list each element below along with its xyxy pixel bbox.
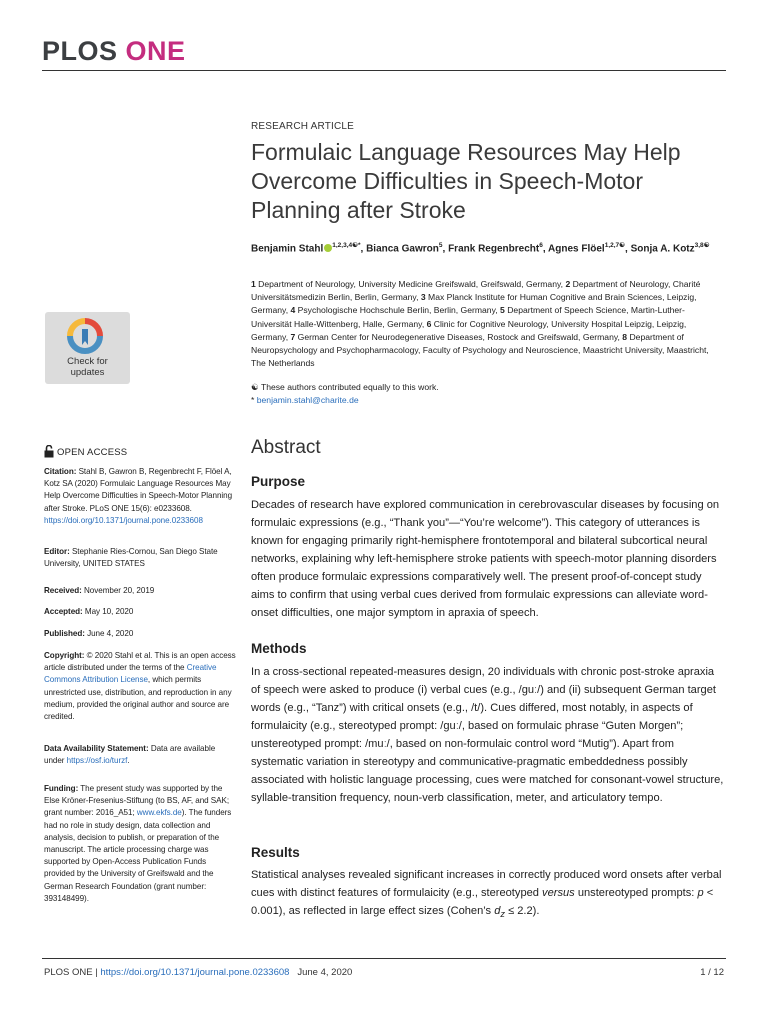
affil-text: Clinic for Cognitive Neurology, University Hospital Leipzig, Leipzig, Germany,	[251, 318, 687, 342]
equal-contribution-icon: ☯	[251, 382, 259, 392]
published-block	[44, 628, 236, 640]
published-date: June 4, 2020	[87, 629, 134, 638]
affil-text: Department of Neuropsychology and Psychopharmacology, Faculty of Psychology and Neuroscience, Maastricht University, Maastricht, The Netherlands	[251, 331, 709, 369]
copyright-text: © 2020 Stahl et al. This is an open access article distributed under the terms of the	[44, 651, 236, 673]
copyright-text-2: , which permits unrestricted use, distribution, and reproduction in any medium, provided the original author and source are credited.	[44, 675, 232, 722]
data-availability-block: Data Availability Statement: Data are available under https://osf.io/turzf.	[44, 744, 216, 766]
author-marks: ☯*	[352, 242, 361, 249]
crossmark-icon	[67, 318, 103, 354]
purpose-paragraph: Decades of research have explored communication in cerebrovascular diseases by focusing on formulaic expressions (e.g., “Thank you”—“You’re welcome”). This category of utterances is known for engaging primarily right-hemisphere frontotemporal and bilateral subcortical neural networks, explaining why left-hemisphere stroke patients with speech-motor planning disorders often produce formulaic expressions comparatively well. The present proof-of-concept study aims to confirm that using verbal cues derived from formulaic expressions can alleviate word-onset difficulties, one major symptom in apraxia of speech.	[251, 499, 720, 619]
affil-num: 8	[622, 331, 628, 342]
author-name[interactable]: Sonja A. Kotz	[630, 243, 695, 255]
copyright-label: Copyright:	[44, 651, 85, 660]
logo-plos: PLOS	[42, 36, 118, 66]
citation-label: Citation:	[44, 467, 77, 476]
results-paragraph	[251, 866, 726, 923]
data-link[interactable]: https://osf.io/turzf	[66, 756, 128, 766]
open-access-text: OPEN ACCESS	[57, 447, 128, 458]
data-availability-text: Data are available under	[44, 744, 216, 766]
methods-heading: Methods	[251, 641, 307, 656]
footer	[44, 967, 352, 978]
funding-link[interactable]: www.ekfs.de	[136, 808, 182, 818]
methods-paragraph: In a cross-sectional repeated-measures design, 20 individuals with chronic post-stroke apraxia of speech were asked to produce (i) verbal cues (e.g., /guː/) and (ii) subsequent German target words (e.g., “Tanz”) with critical onsets (e.g., /t/). Cues differed, most notably, in aspects of formulaicity (e.g., stereotyped prompt: /guː/, based on formulaic phrase “Guten Morgen”; unstereotyped prompt: /muː/, based on non-formulaic control word “Mutig”). Apart from systematic variation in stereotypy and communicative-pragmatic embeddedness possibly associated with holistic language processing, cues were matched for consonant-vowel structure, syllable-transition frequency, noun-verb classification, meter, and articulatory tempo.	[251, 666, 724, 804]
article-type: RESEARCH ARTICLE	[251, 121, 355, 132]
accepted-block	[44, 606, 236, 618]
received-block	[44, 585, 236, 597]
asterisk: *	[251, 395, 255, 405]
funding-label: Funding:	[44, 784, 79, 793]
citation-block	[44, 466, 236, 527]
affil-num: 4	[290, 305, 296, 316]
affil-num: 2	[565, 279, 571, 289]
affil-num: 7	[290, 331, 296, 342]
purpose-heading: Purpose	[251, 474, 306, 489]
results-text-2: unstereotyped prompts:	[577, 887, 695, 899]
check-line1: Check for	[67, 356, 108, 367]
results-p-symbol: p	[697, 887, 704, 899]
affiliation-list	[251, 278, 721, 370]
editor-block	[44, 546, 236, 570]
accepted-date: May 10, 2020	[84, 607, 134, 616]
funding-block	[44, 783, 236, 905]
journal-logo[interactable]	[42, 36, 186, 67]
results-text-1: Statistical analyses revealed significant increases in correctly produced word onsets after verbal cues with distinct features of formulaicity (e.g., stereotyped	[251, 869, 722, 899]
author-name[interactable]: Agnes Flöel	[548, 243, 605, 255]
author-affil-numbers: 1,2,3,4	[332, 242, 353, 249]
abstract-heading: Abstract	[251, 437, 321, 458]
citation-doi-link[interactable]: https://doi.org/10.1371/journal.pone.0233608	[44, 515, 203, 525]
received-label: Received:	[44, 586, 82, 595]
author-name[interactable]: Frank Regenbrecht	[448, 243, 540, 255]
email-link[interactable]: benjamin.stahl@charite.de	[256, 395, 359, 405]
author-affil-numbers: 1,2,7☯	[604, 242, 625, 249]
check-for-updates-label	[45, 356, 130, 378]
affil-num: 3	[420, 292, 426, 303]
open-lock-icon	[44, 445, 54, 458]
article-title: Formulaic Language Resources May Help Overcome Difficulties in Speech-Motor Planning after Stroke	[251, 139, 681, 223]
author-affil-numbers: 5	[438, 242, 443, 249]
affil-text: Department of Neurology, Charité Universitätsmedizin Berlin, Berlin, Germany,	[251, 279, 701, 303]
open-access-label	[44, 445, 127, 458]
equal-contribution-note	[251, 382, 721, 393]
affil-text: Department of Neurology, University Medicine Greifswald, Greifswald, Germany,	[258, 279, 564, 289]
citation-text: Stahl B, Gawron B, Regenbrecht F, Flöel A, Kotz SA (2020) Formulaic Language Resources May Help Overcome Difficulties in Speech-Motor Planning after Stroke. PLoS ONE 15(6): e0233608.	[44, 467, 233, 513]
affil-text: Max Planck Institute for Human Cognitive and Brain Sciences, Leipzig, Germany,	[251, 292, 697, 316]
author-list: Benjamin Stahl $^{1,2,3,4☯*}$, Bianca Gawron$^5$, Frank Regenbrecht$^6$, Agnes Flöel$^{1,2,7☯}$, Sonja A. Kotz$^{3,8☯}$	[251, 242, 710, 255]
footer-date: June 4, 2020	[297, 967, 353, 978]
copyright-block	[44, 650, 236, 723]
equal-contribution-text: These authors contributed equally to this work.	[260, 382, 439, 392]
funding-text-2: ). The funders had no role in study design, data collection and analysis, decision to publish, or preparation of the manuscript. The article processing charge was supported by Open-Access Publication Funds provided by the University of Greifswald and the German Research Foundation (grant number: 393148499).	[44, 808, 232, 903]
results-versus: versus	[542, 887, 575, 899]
results-text-3: < 0.001), as reflected in large effect sizes (Cohen’s	[251, 887, 714, 917]
footer-doi-link[interactable]: https://doi.org/10.1371/journal.pone.0233608	[100, 967, 290, 978]
author-name[interactable]: Bianca Gawron	[366, 243, 439, 255]
author-affil-numbers: 6	[539, 242, 543, 249]
accepted-label: Accepted:	[44, 607, 83, 616]
footer-journal: PLOS ONE |	[44, 967, 98, 978]
results-d-subscript: z	[500, 909, 505, 920]
license-link[interactable]: Creative Commons Attribution License	[44, 663, 217, 685]
published-label: Published:	[44, 629, 85, 638]
received-date: November 20, 2019	[84, 586, 155, 595]
results-text-4: ≤ 2.2).	[508, 905, 540, 917]
affil-num: 5	[500, 305, 505, 316]
results-heading: Results	[251, 845, 300, 860]
corresponding-email	[251, 395, 359, 405]
affil-text: Psychologische Hochschule Berlin, Berlin, Germany,	[297, 305, 498, 316]
header-divider	[42, 70, 726, 71]
affil-num: 6	[426, 318, 432, 329]
data-availability-label: Data Availability Statement:	[44, 744, 149, 753]
logo-one: ONE	[125, 36, 186, 66]
footer-divider	[42, 958, 726, 959]
check-for-updates-badge[interactable]	[45, 312, 130, 384]
editor-text: Stephanie Ries-Cornou, San Diego State University, UNITED STATES	[44, 547, 218, 569]
page-number: 1 / 12	[700, 967, 724, 978]
check-line2: updates	[70, 367, 105, 378]
affil-text: Department of Speech Science, Martin-Luther-Universität Halle-Wittenberg, Halle, Germany,	[251, 305, 685, 329]
author-affil-numbers: 3,8☯	[694, 242, 710, 249]
affil-num: 1	[251, 279, 256, 289]
editor-label: Editor:	[44, 547, 70, 556]
results-d-symbol: d	[494, 905, 501, 917]
funding-text: The present study was supported by the Else Kröner-Fresenius-Stiftung (to BS, AF, and SAK; grant number: 2016_A51;	[44, 784, 230, 818]
affil-text: German Center for Neurodegenerative Diseases, Rostock and Greifswald, Germany,	[297, 331, 620, 342]
author-name[interactable]: Benjamin Stahl	[251, 243, 324, 255]
